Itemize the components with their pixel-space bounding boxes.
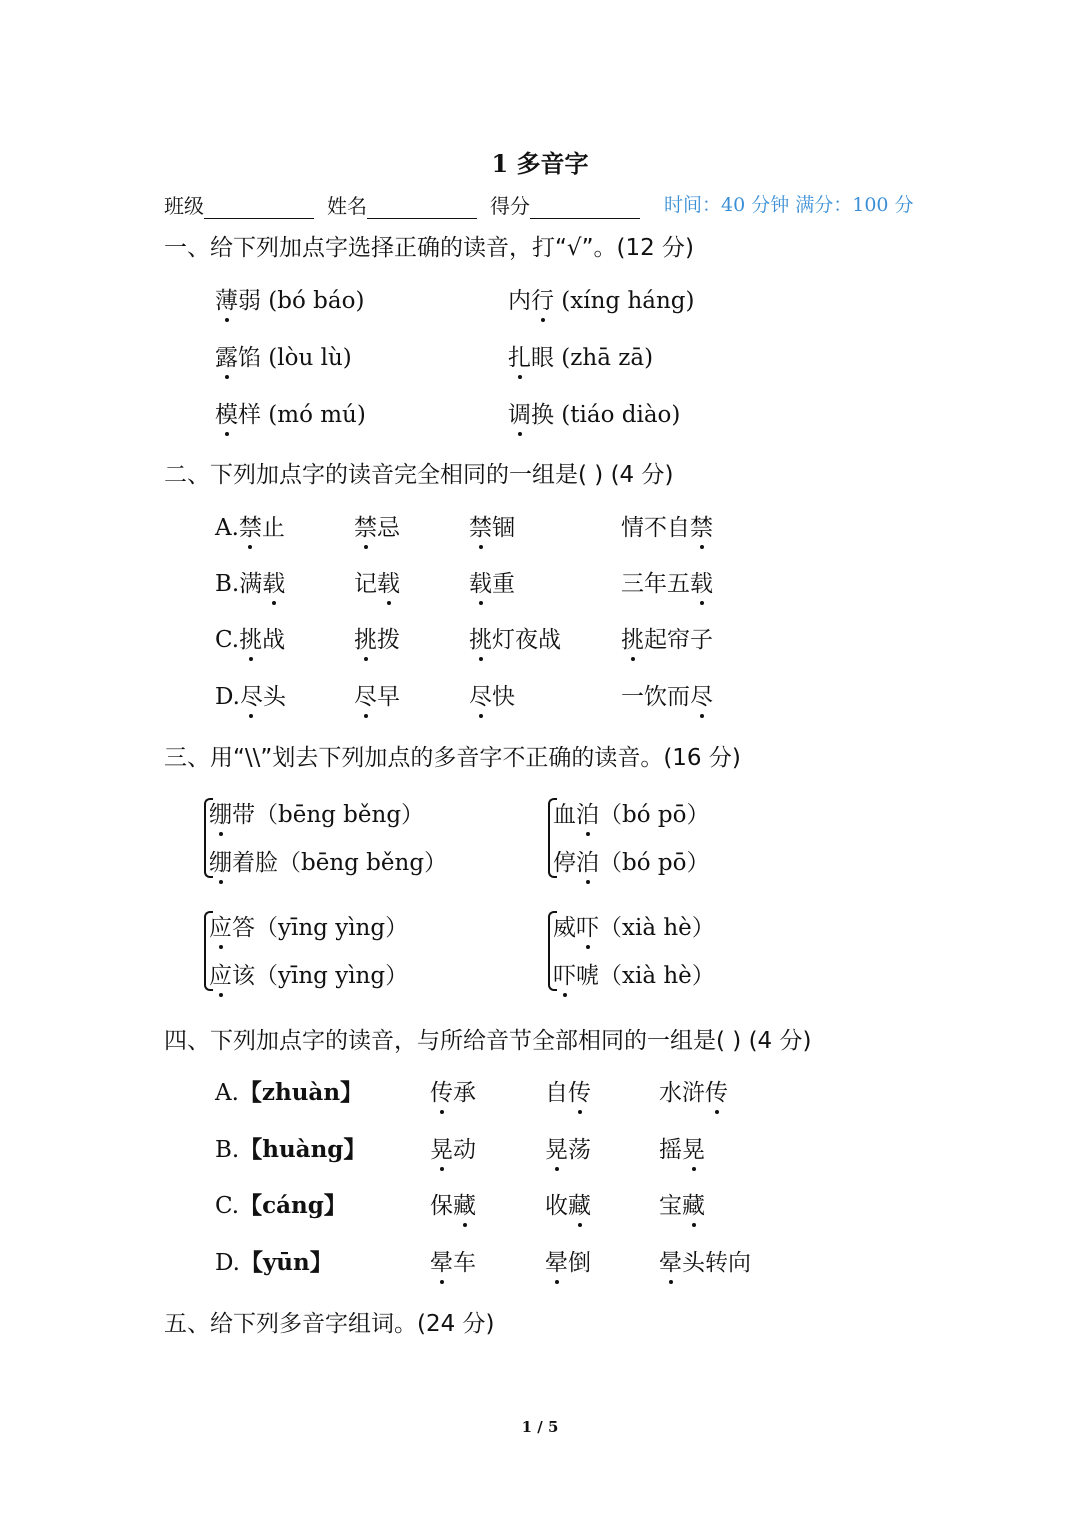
dotted-char: 挑 — [621, 621, 644, 654]
q4-word: 晃动 — [430, 1131, 476, 1164]
dotted-char: 尽 — [240, 678, 263, 711]
dotted-char: 应 — [209, 957, 232, 990]
q2-word: 尽头 — [240, 684, 286, 710]
pinyin-syllable: 【zhuàn】 — [238, 1079, 364, 1106]
option-label: C. — [215, 627, 240, 653]
q3-word: 吓唬（xià hè） — [553, 957, 715, 990]
name-field — [327, 190, 477, 219]
dotted-char: 藏 — [453, 1187, 476, 1220]
time-score-info: 时间：40 分钟 满分：100 分 — [664, 194, 914, 216]
q3-word: 应答（yīng yìng） — [209, 909, 408, 942]
q2-word: 挑起帘子 — [621, 621, 713, 654]
q3-word: 绷着脸（bēng běng） — [209, 844, 447, 877]
q2-heading: 二、下列加点字的读音完全相同的一组是( ) (4 分) — [164, 462, 674, 488]
dotted-char: 尽 — [469, 678, 492, 711]
dotted-char: 扎 — [508, 339, 531, 372]
q4-word: 晕车 — [430, 1244, 476, 1277]
q3-word: 停泊（bó pō） — [553, 844, 709, 877]
option-label: B. — [215, 1137, 240, 1163]
dotted-char: 尽 — [354, 678, 377, 711]
dotted-char: 模 — [215, 396, 238, 429]
q3-word: 威吓（xià hè） — [553, 909, 715, 942]
q2-word: 一饮而尽 — [621, 678, 713, 711]
option-label: A. — [215, 1080, 239, 1106]
q4-word: 晕倒 — [545, 1244, 591, 1277]
dotted-char: 泊 — [576, 796, 599, 829]
q4-word: 保藏 — [430, 1187, 476, 1220]
page-title: 1 多音字 — [491, 149, 589, 178]
dotted-char: 禁 — [690, 509, 713, 542]
dotted-char: 挑 — [469, 621, 492, 654]
dotted-char: 露 — [215, 339, 238, 372]
q2-word: 禁忌 — [354, 509, 400, 542]
dotted-char: 传 — [705, 1074, 728, 1107]
score-field — [490, 190, 640, 219]
dotted-char: 晃 — [545, 1131, 568, 1164]
dotted-char: 载 — [690, 565, 713, 598]
class-field — [164, 190, 314, 219]
page-number: 1 / 5 — [521, 1418, 559, 1436]
q3-heading: 三、用“\\”划去下列加点的多音字不正确的读音。(16 分) — [164, 745, 741, 771]
q4-word: 收藏 — [545, 1187, 591, 1220]
dotted-char: 挑 — [239, 621, 262, 654]
q2-word: 尽早 — [354, 678, 400, 711]
q2-word: 尽快 — [469, 678, 515, 711]
q4-word: 水浒传 — [659, 1074, 728, 1107]
dotted-char: 晃 — [682, 1131, 705, 1164]
dotted-char: 藏 — [682, 1187, 705, 1220]
dotted-char: 应 — [209, 909, 232, 942]
q4-option-row[interactable] — [215, 1244, 333, 1277]
dotted-char: 绷 — [209, 796, 232, 829]
q4-word: 晃荡 — [545, 1131, 591, 1164]
pinyin-syllable: 【cáng】 — [239, 1192, 347, 1219]
q2-word: 载重 — [469, 565, 515, 598]
q4-word: 传承 — [430, 1074, 476, 1107]
q2-word: 禁锢 — [469, 509, 515, 542]
q1-item: 内行 (xíng háng) — [508, 282, 695, 315]
q4-option-row[interactable] — [215, 1131, 366, 1164]
q1-item: 模样 (mó mú) — [215, 396, 366, 429]
q1-item: 扎眼 (zhā zā) — [508, 339, 653, 372]
dotted-char: 晕 — [659, 1244, 682, 1277]
score-blank[interactable] — [530, 196, 640, 219]
option-label: A. — [215, 515, 239, 541]
name-blank[interactable] — [367, 196, 477, 219]
dotted-char: 吓 — [553, 957, 576, 990]
dotted-char: 传 — [430, 1074, 453, 1107]
q4-word: 宝藏 — [659, 1187, 705, 1220]
dotted-char: 吓 — [576, 909, 599, 942]
option-label: D. — [215, 1250, 240, 1276]
dotted-char: 传 — [568, 1074, 591, 1107]
q3-word: 绷带（bēng běng） — [209, 796, 424, 829]
q2-option-row[interactable] — [215, 621, 285, 654]
q2-word: 记载 — [354, 565, 400, 598]
q4-word: 摇晃 — [659, 1131, 705, 1164]
name-label: 姓名 — [327, 194, 367, 218]
q1-item: 露馅 (lòu lù) — [215, 339, 352, 372]
q2-word: 挑灯夜战 — [469, 621, 561, 654]
dotted-char: 行 — [531, 282, 554, 315]
dotted-char: 禁 — [239, 509, 262, 542]
dotted-char: 禁 — [469, 509, 492, 542]
dotted-char: 调 — [508, 396, 531, 429]
dotted-char: 晃 — [430, 1131, 453, 1164]
dotted-char: 挑 — [354, 621, 377, 654]
dotted-char: 绷 — [209, 844, 232, 877]
dotted-char: 晕 — [430, 1244, 453, 1277]
q1-item: 调换 (tiáo diào) — [508, 396, 680, 429]
dotted-char: 尽 — [690, 678, 713, 711]
q4-option-row[interactable] — [215, 1074, 363, 1107]
q4-word: 晕头转向 — [659, 1244, 751, 1277]
q2-word: 挑战 — [239, 627, 285, 653]
q2-word: 挑拨 — [354, 621, 400, 654]
q2-option-row[interactable] — [215, 509, 285, 542]
dotted-char: 载 — [377, 565, 400, 598]
dotted-char: 薄 — [215, 282, 238, 315]
class-label: 班级 — [164, 194, 204, 218]
q3-word: 应该（yīng yìng） — [209, 957, 408, 990]
dotted-char: 晕 — [545, 1244, 568, 1277]
dotted-char: 载 — [469, 565, 492, 598]
dotted-char: 载 — [262, 565, 285, 598]
dotted-char: 藏 — [568, 1187, 591, 1220]
q2-word: 满载 — [239, 571, 285, 597]
q4-word: 自传 — [545, 1074, 591, 1107]
pinyin-syllable: 【yūn】 — [239, 1249, 333, 1276]
option-label: B. — [215, 571, 240, 597]
option-label: C. — [215, 1193, 240, 1219]
score-label: 得分 — [490, 194, 530, 218]
q2-word: 禁止 — [239, 515, 285, 541]
q3-word: 血泊（bó pō） — [553, 796, 709, 829]
class-blank[interactable] — [204, 196, 314, 219]
q2-option-row[interactable] — [215, 565, 285, 598]
q2-word: 情不自禁 — [621, 509, 713, 542]
option-label: D. — [215, 684, 240, 710]
q1-heading: 一、给下列加点字选择正确的读音，打“√”。(12 分) — [164, 235, 695, 261]
q4-option-row[interactable] — [215, 1187, 347, 1220]
q4-heading: 四、下列加点字的读音，与所给音节全部相同的一组是( ) (4 分) — [164, 1028, 812, 1054]
q5-heading: 五、给下列多音字组词。(24 分) — [164, 1311, 495, 1337]
dotted-char: 泊 — [576, 844, 599, 877]
q2-word: 三年五载 — [621, 565, 713, 598]
pinyin-syllable: 【huàng】 — [239, 1136, 367, 1163]
dotted-char: 禁 — [354, 509, 377, 542]
q1-item: 薄弱 (bó báo) — [215, 282, 364, 315]
q2-option-row[interactable] — [215, 678, 286, 711]
